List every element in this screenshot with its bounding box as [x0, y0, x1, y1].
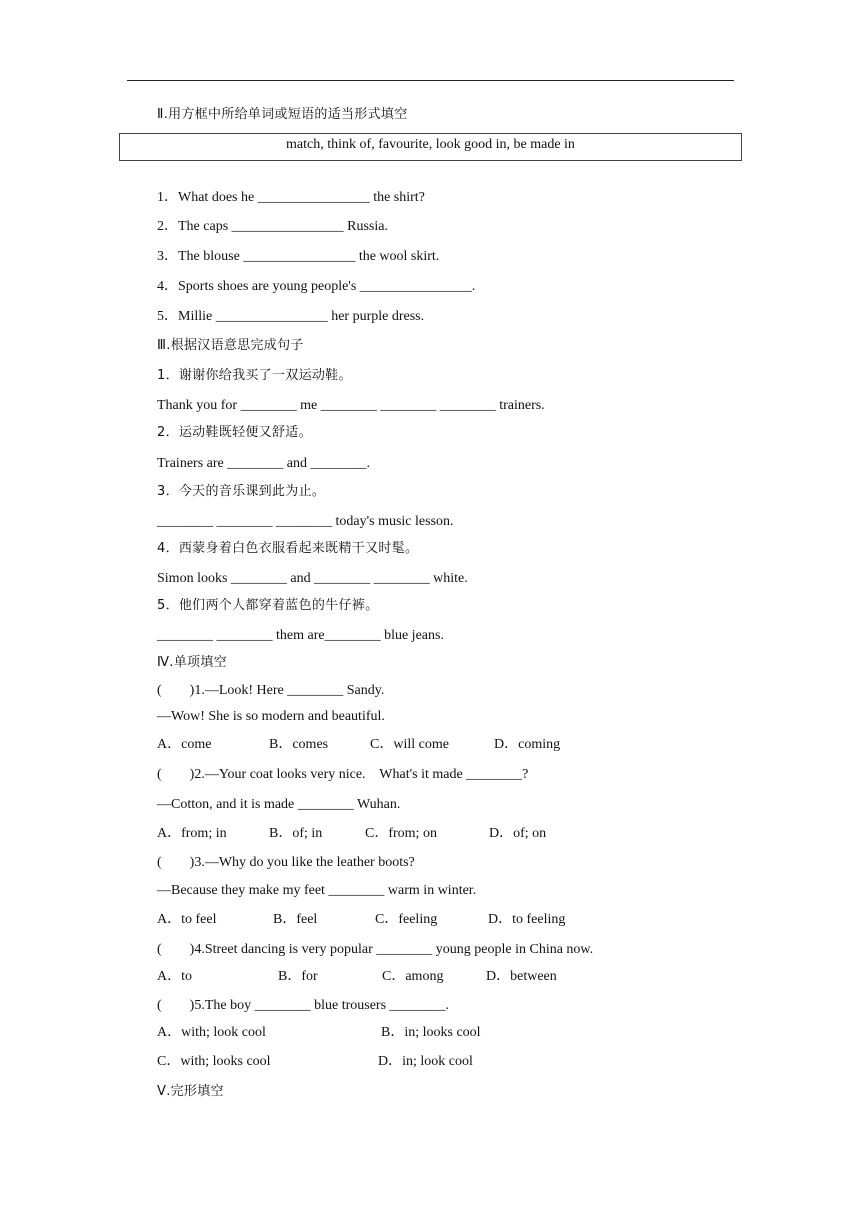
s3-item-1-en: Thank you for ________ me ________ ________ ________ trainers. [157, 398, 545, 413]
s3-item-4-en: Simon looks ________ and ________ ________ white. [157, 571, 468, 586]
q3-option-c: C．feeling [375, 912, 438, 927]
s3-item-1-cn: 1．谢谢你给我买了一双运动鞋。 [157, 368, 352, 383]
q2-option-b: B．of; in [269, 826, 323, 841]
q5-stem: ( )5.The boy ________ blue trousers ________. [157, 998, 450, 1013]
s3-item-2-cn: 2．运动鞋既轻便又舒适。 [157, 425, 312, 440]
word-box-text: match, think of, favourite, look good in, be made in [286, 137, 575, 152]
q4-stem: ( )4.Street dancing is very popular ________ young people in China now. [157, 942, 594, 957]
s3-item-2-en: Trainers are ________ and ________. [157, 456, 370, 471]
q1-stem-2: —Wow! She is so modern and beautiful. [157, 709, 385, 724]
top-rule [127, 80, 734, 81]
q4-option-c: C．among [382, 969, 444, 984]
q2-option-c: C．from; on [365, 826, 437, 841]
s3-item-5-en: ________ ________ them are________ blue jeans. [157, 628, 444, 643]
s3-item-3-cn: 3．今天的音乐课到此为止。 [157, 484, 326, 499]
q5-option-b: B．in; looks cool [381, 1025, 481, 1040]
s2-item-4: 4．Sports shoes are young people's ________________. [157, 279, 476, 294]
s3-item-5-cn: 5．他们两个人都穿着蓝色的牛仔裤。 [157, 598, 379, 613]
word-box [119, 133, 742, 161]
q1-option-d: D．coming [494, 737, 561, 752]
q4-option-b: B．for [278, 969, 318, 984]
q2-stem-2: —Cotton, and it is made ________ Wuhan. [157, 797, 401, 812]
s2-item-3: 3．The blouse ________________ the wool skirt. [157, 249, 440, 264]
q4-option-a: A．to [157, 969, 192, 984]
q3-option-a: A．to feel [157, 912, 217, 927]
q2-option-a: A．from; in [157, 826, 227, 841]
q2-option-d: D．of; on [489, 826, 547, 841]
q5-option-c: C．with; looks cool [157, 1054, 271, 1069]
s2-item-2: 2．The caps ________________ Russia. [157, 219, 388, 234]
q3-option-d: D．to feeling [488, 912, 566, 927]
q3-option-b: B．feel [273, 912, 318, 927]
q5-option-d: D．in; look cool [378, 1054, 473, 1069]
q4-option-d: D．between [486, 969, 557, 984]
q1-option-b: B．comes [269, 737, 329, 752]
q1-option-a: A．come [157, 737, 212, 752]
s3-item-4-cn: 4．西蒙身着白色衣服看起来既精干又时髦。 [157, 541, 419, 556]
section-2-heading: Ⅱ.用方框中所给单词或短语的适当形式填空 [157, 107, 408, 122]
section-5-heading: Ⅴ.完形填空 [157, 1084, 224, 1099]
s2-item-1: 1．What does he ________________ the shirt? [157, 190, 425, 205]
q1-option-c: C．will come [370, 737, 449, 752]
section-4-heading: Ⅳ.单项填空 [157, 655, 227, 670]
s3-item-3-en: ________ ________ ________ today's music lesson. [157, 514, 454, 529]
q3-stem: ( )3.—Why do you like the leather boots? [157, 855, 415, 870]
s2-item-5: 5．Millie ________________ her purple dress. [157, 309, 425, 324]
q5-option-a: A．with; look cool [157, 1025, 266, 1040]
section-3-heading: Ⅲ.根据汉语意思完成句子 [157, 338, 304, 353]
q1-stem: ( )1.—Look! Here ________ Sandy. [157, 683, 385, 698]
q2-stem: ( )2.—Your coat looks very nice. What's it made ________? [157, 767, 529, 782]
q3-stem-2: —Because they make my feet ________ warm in winter. [157, 883, 477, 898]
